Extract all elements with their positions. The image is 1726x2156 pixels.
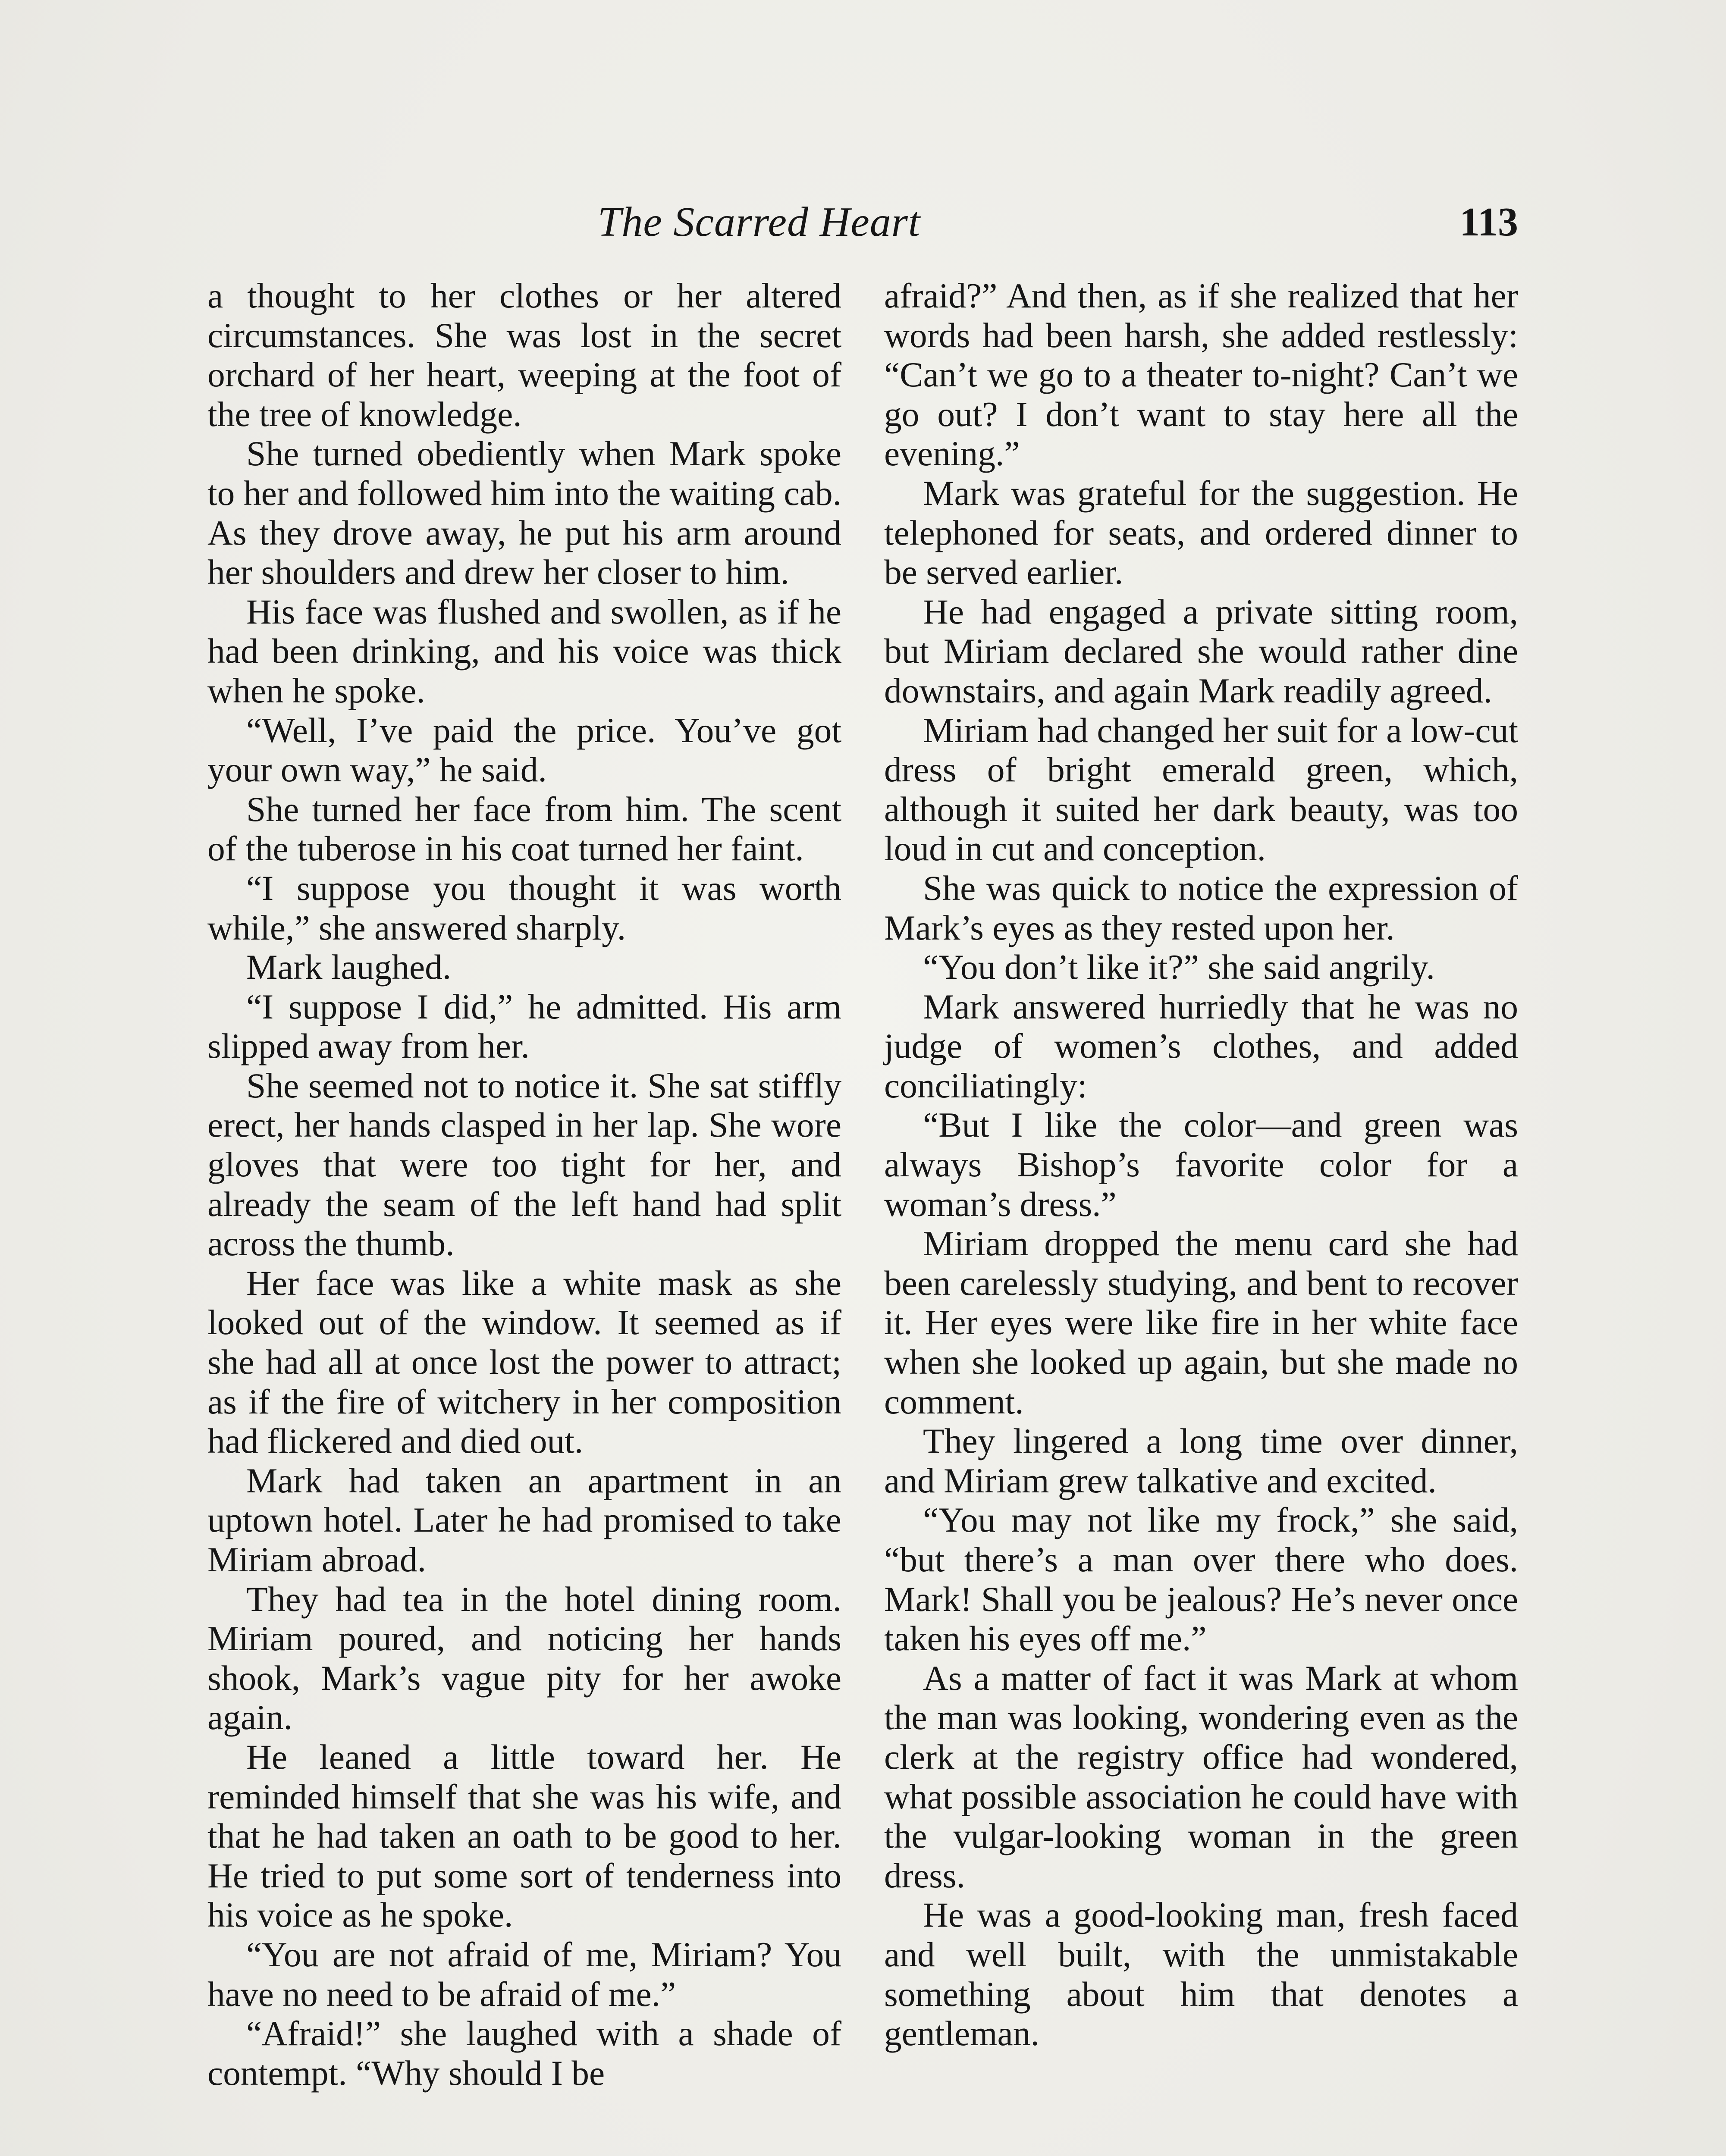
paragraph: “I suppose you thought it was worth while,” she answered sharply.	[207, 868, 841, 947]
paragraph: a thought to her clothes or her altered circumstances. She was lost in the secret orchard of her heart, weeping at the foot of the tree of knowledge.	[207, 276, 841, 434]
paragraph: They lingered a long time over dinner, and Miriam grew talkative and excited.	[884, 1421, 1518, 1500]
paragraph: He was a good-looking man, fresh faced and well built, with the unmistakable something about him that denotes a gentleman.	[884, 1895, 1518, 2053]
paragraph: As a matter of fact it was Mark at whom the man was looking, wondering even as the clerk at the registry office had wondered, what possible association he could have with the vulgar-looking woman in the green dress.	[884, 1658, 1518, 1895]
paragraph: He had engaged a private sitting room, but Miriam declared she would rather dine downstairs, and again Mark readily agreed.	[884, 592, 1518, 710]
paragraph: She seemed not to notice it. She sat stiffly erect, her hands clasped in her lap. She wore gloves that were too tight for her, and already the seam of the left hand had split across the thumb.	[207, 1065, 841, 1263]
page-number: 113	[1459, 200, 1518, 244]
paragraph: She turned obediently when Mark spoke to her and followed him into the waiting cab. As they drove away, he put his arm around her shoulders and drew her closer to him.	[207, 434, 841, 592]
paragraph: “But I like the color—and green was always Bishop’s favorite color for a woman’s dress.”	[884, 1105, 1518, 1224]
paragraph: Miriam dropped the menu card she had been carelessly studying, and bent to recover it. Her eyes were like fire in her white face when she looked up again, but she made no comment.	[884, 1224, 1518, 1421]
paragraph: He leaned a little toward her. He reminded himself that she was his wife, and that he had taken an oath to be good to her. He tried to put some sort of tenderness into his voice as he spoke.	[207, 1737, 841, 1935]
paragraph: Mark answered hurriedly that he was no judge of women’s clothes, and added conciliatingly:	[884, 987, 1518, 1105]
paragraph: Mark laughed.	[246, 947, 452, 987]
paragraph: They had tea in the hotel dining room. Miriam poured, and noticing her hands shook, Mark’s vague pity for her awoke again.	[207, 1579, 841, 1737]
paragraph: Miriam had changed her suit for a low-cut dress of bright emerald green, which, although it suited her dark beauty, was too loud in cut and conception.	[884, 710, 1518, 868]
paragraph: Her face was like a white mask as she looked out of the window. It seemed as if she had all at once lost the power to attract; as if the fire of witchery in her composition had flickered and died out.	[207, 1263, 841, 1461]
running-header	[207, 190, 1518, 254]
paragraph: She was quick to notice the expression of Mark’s eyes as they rested upon her.	[884, 868, 1518, 947]
paragraph: “You are not afraid of me, Miriam? You have no need to be afraid of me.”	[207, 1934, 841, 2014]
paragraph: “You may not like my frock,” she said, “but there’s a man over there who does. Mark! Shall you be jealous? He’s never once taken his eyes off me.”	[884, 1500, 1518, 1658]
paragraph: afraid?” And then, as if she realized that her words had been harsh, she added restlessly: “Can’t we go to a theater to-night? Can’t we go out? I don’t want to stay here all the evening.”	[884, 276, 1518, 473]
paragraph: She turned her face from him. The scent of the tuberose in his coat turned her faint.	[207, 789, 841, 868]
paragraph: His face was flushed and swollen, as if he had been drinking, and his voice was thick when he spoke.	[207, 592, 841, 710]
right-column	[884, 276, 1518, 2053]
paragraph: “Well, I’ve paid the price. You’ve got your own way,” he said.	[207, 710, 841, 790]
running-title: The Scarred Heart	[597, 199, 921, 245]
paragraph: “You don’t like it?” she said angrily.	[923, 947, 1435, 987]
left-column	[207, 276, 841, 2093]
paragraph: “I suppose I did,” he admitted. His arm slipped away from her.	[207, 987, 841, 1066]
paragraph: “Afraid!” she laughed with a shade of contempt. “Why should I be	[207, 2014, 841, 2093]
paragraph: Mark was grateful for the suggestion. He telephoned for seats, and ordered dinner to be served earlier.	[884, 473, 1518, 592]
paragraph: Mark had taken an apartment in an uptown hotel. Later he had promised to take Miriam abroad.	[207, 1460, 841, 1579]
